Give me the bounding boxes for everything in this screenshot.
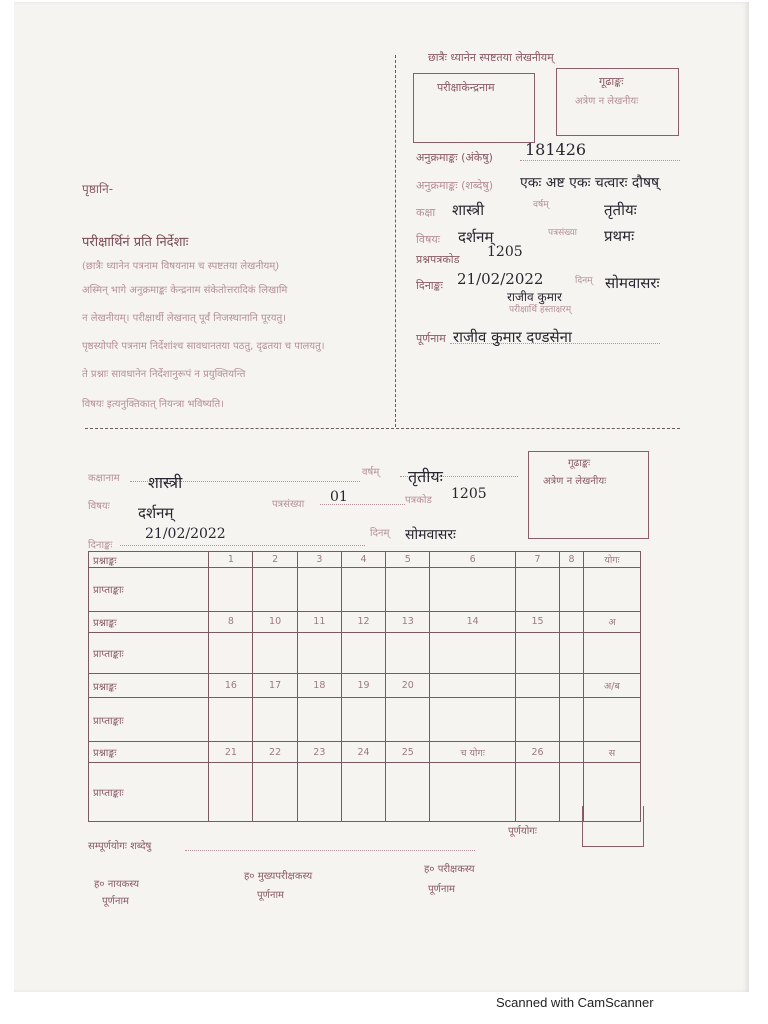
marks-cell <box>297 698 341 741</box>
subtotal-label: अ <box>583 611 640 633</box>
vertical-divider <box>395 55 396 427</box>
question-number: 13 <box>386 611 430 633</box>
full-name-value: राजीव कुमार दण्डसेना <box>453 328 572 346</box>
marks-cell <box>253 633 297 674</box>
lower-paper-label: पत्रसंख्या <box>272 499 305 510</box>
question-number: 25 <box>386 741 430 763</box>
lower-date-label: दिनाङ्कः <box>88 540 113 551</box>
question-number: 14 <box>430 611 515 633</box>
total-words-line <box>185 850 475 851</box>
candidate-signature: राजीव कुमार <box>507 290 562 304</box>
marks-cell <box>583 568 640 611</box>
lower-paper-value: 01 <box>330 489 348 505</box>
full-name-label: पूर्णनाम <box>416 332 446 345</box>
instruction-line: न लेखनीयम्। परीक्षार्थी लेखनात् पूर्वं निजस्थानानि पूरयतु। <box>82 313 287 324</box>
question-number: 24 <box>341 741 385 763</box>
roll-numeric-label: अनुक्रमाङ्कः (अंकेषु) <box>416 151 493 164</box>
signature-sub: पूर्णनाम <box>257 890 285 901</box>
question-number: 16 <box>209 674 253 698</box>
marks-row-1 <box>89 568 641 611</box>
marks-label: प्राप्ताङ्काः <box>89 763 209 822</box>
subtotal-label: स <box>583 741 640 763</box>
question-number: 6 <box>430 552 515 568</box>
marks-cell <box>430 763 515 822</box>
question-number: 20 <box>386 674 430 698</box>
question-number: 12 <box>341 611 385 633</box>
lower-date-value: 21/02/2022 <box>145 526 226 542</box>
signature-sub: पूर्णनाम <box>428 884 456 895</box>
question-number <box>560 611 584 633</box>
roll-words-label: अनुक्रमाङ्कः (शब्देषु) <box>416 179 493 192</box>
question-number: 3 <box>297 552 341 568</box>
marks-cell <box>253 698 297 741</box>
horizontal-divider <box>85 428 680 429</box>
class-label: कक्षा <box>416 206 436 219</box>
lower-code-value: 1205 <box>451 486 487 502</box>
question-number: 1 <box>209 552 253 568</box>
question-label: प्रश्नाङ्कः <box>89 741 209 763</box>
marks-cell <box>253 763 297 822</box>
marks-cell <box>515 763 559 822</box>
marks-cell <box>386 568 430 611</box>
question-number: 19 <box>341 674 385 698</box>
year-value: तृतीयः <box>604 201 637 219</box>
question-number: 8 <box>209 611 253 633</box>
date-value: 21/02/2022 <box>457 270 544 288</box>
marks-cell <box>209 763 253 822</box>
paper-number-label: पत्रसंख्या <box>548 228 577 238</box>
instructions-heading: परीक्षार्थिनं प्रति निर्देशाः <box>82 235 189 250</box>
question-number: 8 <box>560 552 584 568</box>
roll-words-value: एकः अष्ट एकः चत्वारः दौषष् <box>520 175 660 191</box>
marks-cell <box>297 568 341 611</box>
marks-label: प्राप्ताङ्काः <box>89 633 209 674</box>
question-number: 2 <box>253 552 297 568</box>
question-number: 18 <box>297 674 341 698</box>
marks-cell <box>515 698 559 741</box>
question-row-2 <box>89 611 641 633</box>
lower-subject-label: विषयः <box>88 501 110 512</box>
secret-code-note: अत्रेण न लेखनीयः <box>575 96 639 107</box>
marks-cell <box>583 633 640 674</box>
total-header: योगः <box>583 552 640 568</box>
subject-label: विषयः <box>416 233 440 246</box>
question-number: 17 <box>253 674 297 698</box>
marks-cell <box>583 698 640 741</box>
question-number: 4 <box>341 552 385 568</box>
signature-title: ह० परीक्षकस्य <box>424 864 475 875</box>
class-value: शास्त्री <box>452 201 485 219</box>
question-number: 22 <box>253 741 297 763</box>
marks-table <box>88 551 641 822</box>
year-label: वर्षम् <box>533 200 549 210</box>
marks-cell <box>515 568 559 611</box>
marks-cell <box>515 633 559 674</box>
question-number: च योगः <box>430 741 515 763</box>
top-note: छात्रैः ध्यानेन स्पष्टतया लेखनीयम् <box>428 51 554 64</box>
secret-code-label: गूढाङ्कः <box>599 75 624 88</box>
lower-secret-label: गूढाङ्कः <box>568 458 591 469</box>
lower-class-label: कक्षानाम <box>88 473 120 484</box>
subtotal-label: अ/ब <box>583 674 640 698</box>
question-label: प्रश्नाङ्कः <box>89 552 209 568</box>
question-number: 15 <box>515 611 559 633</box>
total-words-label: सम्पूर्णयोगः शब्देषु <box>88 841 152 852</box>
marks-cell <box>560 763 584 822</box>
instruction-line: पृष्ठस्योपरि पत्रनाम निर्देशांश्च सावधानतया पठतु, दृढतया च पालयतु। <box>82 341 325 352</box>
marks-cell <box>209 698 253 741</box>
question-row-1 <box>89 552 641 568</box>
lower-year-label: वर्षम् <box>362 467 380 478</box>
lower-day-label: दिनम् <box>370 528 390 539</box>
question-number: 5 <box>386 552 430 568</box>
signature-title: ह० नायकस्य <box>94 879 139 890</box>
lower-day-value: सोमवासरः <box>405 527 456 543</box>
question-number <box>560 741 584 763</box>
marks-label: प्राप्ताङ्काः <box>89 698 209 741</box>
marks-cell <box>341 698 385 741</box>
question-number: 7 <box>515 552 559 568</box>
marks-cell <box>386 698 430 741</box>
pages-label: पृष्ठानि- <box>82 182 114 196</box>
marks-row-2 <box>89 633 641 674</box>
question-label: प्रश्नाङ्कः <box>89 674 209 698</box>
marks-cell <box>430 698 515 741</box>
question-row-4 <box>89 741 641 763</box>
marks-label: प्राप्ताङ्काः <box>89 568 209 611</box>
question-number <box>430 674 515 698</box>
lower-subject-value: दर्शनम् <box>138 504 174 522</box>
lower-class-value: शास्त्री <box>148 473 183 492</box>
marks-cell <box>341 568 385 611</box>
instruction-line: (छात्रैः ध्यानेन पत्रनाम विषयनाम च स्पष्टतया लेखनीयम्) <box>82 261 280 272</box>
lower-year-value: तृतीयः <box>408 467 443 486</box>
marks-cell <box>560 698 584 741</box>
question-number: 10 <box>253 611 297 633</box>
lower-date-line <box>120 545 365 546</box>
marks-cell <box>209 633 253 674</box>
marks-cell <box>430 633 515 674</box>
instruction-line: विषयः इत्यनुक्तिकात् नियन्त्रा भविष्यति। <box>82 399 224 410</box>
lower-secret-note: अत्रेण न लेखनीयः <box>543 476 607 487</box>
question-number: 11 <box>297 611 341 633</box>
instruction-line: अस्मिन् भागे अनुक्रमाङ्कः केन्द्रनाम संकेतोत्तरादिकं लिखामि <box>82 285 288 296</box>
marks-cell <box>297 633 341 674</box>
question-number <box>515 674 559 698</box>
marks-cell <box>341 763 385 822</box>
roll-numeric-value: 181426 <box>525 140 587 159</box>
marks-cell <box>560 568 584 611</box>
marks-cell <box>386 633 430 674</box>
roll-numeric-line <box>520 160 680 161</box>
marks-cell <box>430 568 515 611</box>
signature-sub: पूर्णनाम <box>102 896 130 907</box>
marks-cell <box>560 633 584 674</box>
marks-cell <box>209 568 253 611</box>
signature-label: परीक्षार्थि हस्ताक्षरम् <box>509 305 572 315</box>
marks-cell <box>341 633 385 674</box>
day-value: सोमवासरः <box>605 274 660 292</box>
question-label: प्रश्नाङ्कः <box>89 611 209 633</box>
signature-title: ह० मुख्यपरीक्षकस्य <box>244 871 313 882</box>
paper-number-value: प्रथमः <box>604 227 635 245</box>
marks-row-3 <box>89 698 641 741</box>
grand-total-box <box>582 806 644 847</box>
day-label: दिनम् <box>575 276 593 286</box>
instruction-line: ते प्रश्नाः सावधानेन निर्देशानुरूपं न प्रयुक्तियन्ति <box>82 369 246 380</box>
paper-code-value: 1205 <box>487 244 523 260</box>
lower-code-label: पत्रकोड <box>405 495 432 506</box>
marks-cell <box>253 568 297 611</box>
exam-center-label: परीक्षाकेन्द्रनाम <box>437 81 495 94</box>
marks-cell <box>386 763 430 822</box>
marks-cell <box>297 763 341 822</box>
paper-code-label: प्रश्नपत्रकोड <box>416 253 460 266</box>
grand-total-label: पूर्णयोगः <box>508 826 537 837</box>
question-number: 26 <box>515 741 559 763</box>
question-number: 21 <box>209 741 253 763</box>
question-number <box>560 674 584 698</box>
question-row-3 <box>89 674 641 698</box>
question-number: 23 <box>297 741 341 763</box>
marks-row-4 <box>89 763 641 822</box>
date-label: दिनाङ्कः <box>416 279 443 292</box>
scanner-watermark: Scanned with CamScanner <box>496 995 654 1010</box>
subject-value: दर्शनम् <box>458 228 494 246</box>
